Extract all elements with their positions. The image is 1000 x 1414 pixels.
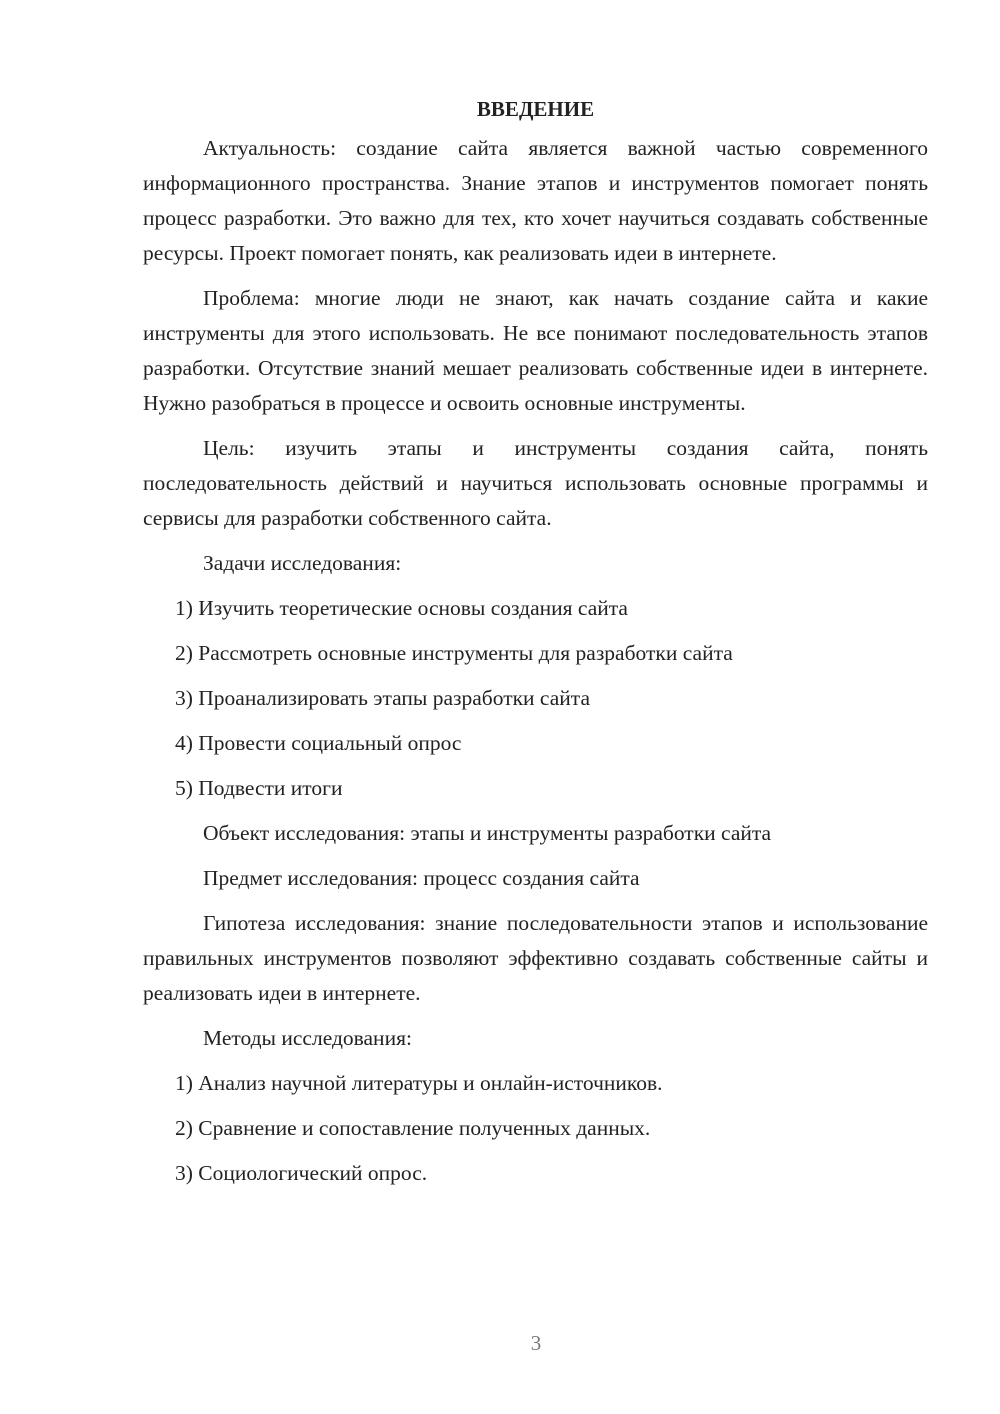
section-title: ВВЕДЕНИЕ bbox=[476, 97, 595, 121]
methods-list bbox=[143, 1066, 928, 1191]
relevance-paragraph: Актуальность: создание сайта является важной частью современного информационного пространства. Знание этапов и инструментов помогает понять процесс разработки. Это важно для тех, кто хочет научиться создавать собственные ресурсы. Проект помогает понять, как реализовать идеи в интернете. bbox=[143, 136, 928, 265]
problem-paragraph: Проблема: многие люди не знают, как начать создание сайта и какие инструменты для этого использовать. Не все понимают последовательность этапов разработки. Отсутствие знаний мешает реализовать собственные идеи в интернете. Нужно разобраться в процессе и освоить основные инструменты. bbox=[143, 286, 928, 415]
list-item: 3) Проанализировать этапы разработки сайта bbox=[175, 686, 590, 710]
research-subject: Предмет исследования: процесс создания сайта bbox=[203, 866, 640, 890]
tasks-list bbox=[143, 591, 928, 806]
list-item: 2) Сравнение и сопоставление полученных данных. bbox=[175, 1116, 651, 1140]
list-item: 5) Подвести итоги bbox=[175, 776, 343, 800]
list-item: 4) Провести социальный опрос bbox=[175, 731, 462, 755]
list-item: 1) Изучить теоретические основы создания сайта bbox=[175, 596, 628, 620]
list-item: 3) Социологический опрос. bbox=[175, 1161, 428, 1185]
research-object: Объект исследования: этапы и инструменты разработки сайта bbox=[203, 821, 772, 845]
list-item: 1) Анализ научной литературы и онлайн-источников. bbox=[175, 1071, 663, 1095]
methods-heading: Методы исследования: bbox=[203, 1026, 412, 1050]
goal-paragraph: Цель: изучить этапы и инструменты создания сайта, понять последовательность действий и научиться использовать основные программы и сервисы для разработки собственного сайта. bbox=[143, 436, 928, 530]
page-number: 3 bbox=[530, 1331, 542, 1355]
list-item: 2) Рассмотреть основные инструменты для разработки сайта bbox=[175, 641, 733, 665]
page-content bbox=[143, 92, 928, 1201]
hypothesis-paragraph: Гипотеза исследования: знание последовательности этапов и использование правильных инструментов позволяют эффективно создавать собственные сайты и реализовать идеи в интернете. bbox=[143, 911, 928, 1005]
tasks-heading: Задачи исследования: bbox=[203, 551, 402, 575]
